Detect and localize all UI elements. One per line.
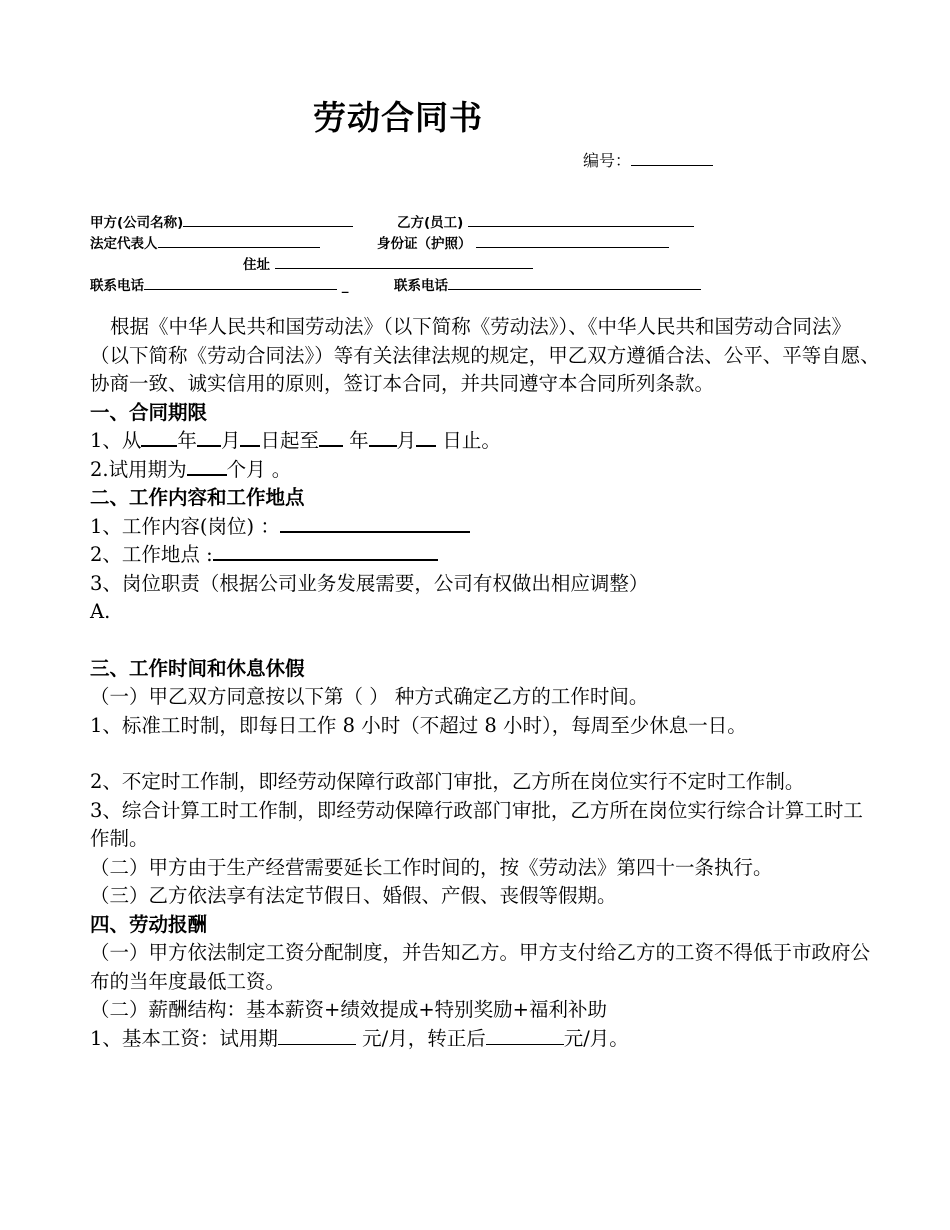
page-title: 劳动合同书 <box>313 98 483 137</box>
phone-b-line <box>394 274 701 294</box>
term-end-month-blank <box>369 427 397 447</box>
probation-salary-blank <box>278 1026 356 1045</box>
party-a-label: 甲方(公司名称) <box>90 215 184 231</box>
section2-heading: 二、工作内容和工作地点 <box>90 486 305 509</box>
legal-rep-line <box>90 232 320 252</box>
term-start-day-blank <box>240 427 260 447</box>
id-blank <box>476 234 669 248</box>
section3-p2: 1、标准工时制，即每日工作 8 小时（不超过 8 小时），每周至少休息一日。 <box>90 713 747 737</box>
section3-p6: （三）乙方依法享有法定节假日、婚假、产假、丧假等假期。 <box>90 884 617 907</box>
legal-rep-blank <box>158 234 320 248</box>
term-end-year-blank <box>319 427 343 447</box>
work-place-label: 2、工作地点 : <box>90 543 213 566</box>
address-label: 住址 <box>243 257 270 273</box>
phone-b-label: 联系电话 <box>394 278 448 294</box>
section4-p1: （一）甲方依法制定工资分配制度，并告知乙方。甲方支付给乙方的工资不得低于市政府公布的当年度最低工资。 <box>90 941 871 993</box>
phone-b-blank <box>448 276 701 290</box>
section1-heading: 一、合同期限 <box>90 400 208 424</box>
party-a-line <box>90 211 353 231</box>
section3-p5: （二）甲方由于生产经营需要延长工作时间的，按《劳动法》第四十一条执行。 <box>90 855 773 879</box>
legal-rep-label: 法定代表人 <box>90 236 158 252</box>
party-b-line <box>397 211 694 231</box>
phone-a-blank <box>144 276 337 290</box>
document-number-blank <box>631 152 713 166</box>
contract-body <box>90 313 880 1053</box>
month-label: 月 <box>220 429 241 452</box>
section3-p4: 3、综合计算工时工作制，即经劳动保障行政部门审批，乙方所在岗位实行综合计算工时工作制。 <box>90 798 863 850</box>
address-line <box>243 253 533 273</box>
section3-heading: 三、工作时间和休息休假 <box>90 656 305 680</box>
year-label-2: 年 <box>342 429 369 452</box>
term-start-month-blank <box>197 427 221 447</box>
section1-item1 <box>90 427 880 456</box>
job-content-label: 1、工作内容(岗位) ： <box>90 514 280 538</box>
section4-p3 <box>90 1025 880 1054</box>
section1-item2 <box>90 456 880 485</box>
section3-p1: （一）甲乙双方同意按以下第（ ） 种方式确定乙方的工作时间。 <box>90 685 649 708</box>
probation-blank <box>187 456 227 476</box>
intro-paragraph: 根据《中华人民共和国劳动法》（以下简称《劳动法》）、《中华人民共和国劳动合同法》（以下简称《劳动合同法》）等有关法律法规的规定，甲乙双方遵循合法、公平、平等自愿、协商一致、诚实信用的原则，签订本合同，并共同遵守本合同所列条款。 <box>90 315 880 395</box>
party-a-blank <box>183 213 353 227</box>
section2-item3: 3、岗位职责（根据公司业务发展需要，公司有权做出相应调整） <box>90 571 649 595</box>
section2-item-a: A. <box>90 600 111 623</box>
section4-p2: （二）薪酬结构：基本薪资+绩效提成+特别奖励+福利补助 <box>90 998 608 1021</box>
term-start-year-blank <box>141 427 177 447</box>
document-number <box>583 148 713 171</box>
party-b-blank <box>468 213 694 227</box>
party-b-label: 乙方(员工) <box>397 215 464 231</box>
day-from-to-label: 日起至 <box>260 429 319 452</box>
day-end-label: 日止。 <box>436 429 501 452</box>
section3-p3: 2、不定时工作制，即经劳动保障行政部门审批，乙方所在岗位实行不定时工作制。 <box>90 770 805 793</box>
salary-unit-label-2: 元/月。 <box>563 1026 629 1050</box>
probation-unit: 个月 。 <box>226 457 292 481</box>
year-label: 年 <box>177 429 197 452</box>
probation-label: 2.试用期为 <box>90 457 187 481</box>
salary-unit-label: 元/月，转正后 <box>355 1026 486 1050</box>
work-place-blank <box>213 541 438 561</box>
document-number-label: 编号： <box>583 151 632 170</box>
base-salary-label: 1、基本工资：试用期 <box>90 1026 278 1050</box>
phone-a-label: 联系电话 <box>90 278 144 294</box>
section2-item2 <box>90 541 880 570</box>
month-label-2: 月 <box>396 429 417 452</box>
term-end-day-blank <box>416 427 436 447</box>
section4-heading: 四、劳动报酬 <box>90 912 208 936</box>
regular-salary-blank <box>486 1026 564 1045</box>
phone-a-line <box>90 274 348 294</box>
id-label: 身份证（护照） <box>377 236 472 252</box>
term-from-label: 1、从 <box>90 429 142 452</box>
id-line <box>377 232 669 252</box>
address-blank <box>275 255 533 269</box>
job-content-blank <box>280 513 470 533</box>
section2-item1 <box>90 513 880 542</box>
phone-a-suffix: _ <box>337 278 349 294</box>
